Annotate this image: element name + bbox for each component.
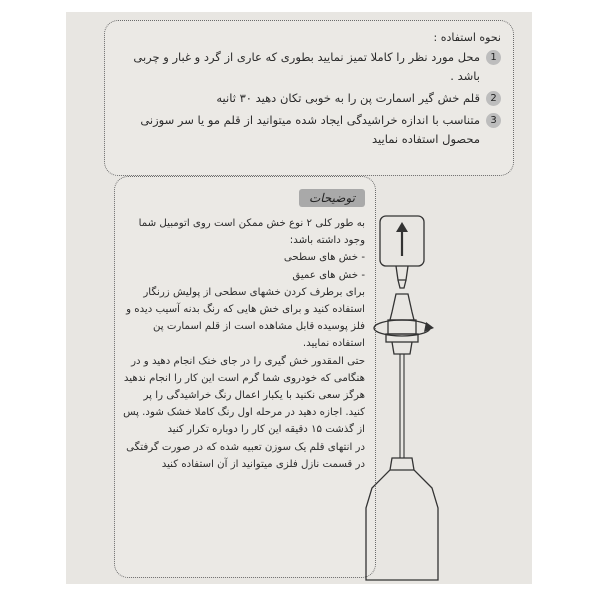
nozzle-collar-shape <box>388 320 416 334</box>
usage-step-3 <box>121 111 501 149</box>
step-text-1: محل مورد نظر را کاملا تمیز نمایید بطوری که عاری از گرد و غبار و چربی باشد . <box>133 50 480 83</box>
usage-title: نحوه استفاده : <box>433 31 501 44</box>
notes-paragraph: به طور کلی ۲ نوع خش ممکن است روی اتومبیل شما وجود داشته باشد: <box>138 218 365 247</box>
tip-end-shape <box>398 280 406 288</box>
notes-body <box>123 215 365 473</box>
notes-paragraph: حتی المقدور خش گیری را در جای خنک انجام دهید و در هنگامی که خودروی شما گرم است این کار را انجام ندهید <box>123 355 365 384</box>
bottle-body-shape <box>366 458 438 580</box>
usage-step-2 <box>121 89 501 108</box>
step-text-3: متناسب با اندازه خراشیدگی ایجاد شده میتوانید از قلم مو یا سر سوزنی محصول استفاده نمایید <box>140 113 480 146</box>
notes-paragraph: برای برطرف کردن خشهای سطحی از پولیش زرنگار استفاده کنید و برای خش هایی که رنگ بدنه آسیب دیده و فلز پوسیده قابل مشاهده است از قلم اسمارت پن استفاده نمایید. <box>126 286 365 350</box>
usage-box <box>104 20 514 176</box>
usage-step-1 <box>121 48 501 86</box>
notes-box <box>114 176 376 578</box>
nozzle-base-shape <box>392 342 412 354</box>
notes-paragraph: در انتهای قلم یک سوزن تعبیه شده که در صورت گرفتگی در قسمت نازل فلزی میتوانید از آن استفاده کنید <box>126 441 365 470</box>
notes-heading: توضیحات <box>299 189 365 207</box>
paint-pen-bottle-illustration <box>362 208 498 584</box>
up-arrow-head-icon <box>396 222 408 232</box>
instruction-card <box>66 12 532 584</box>
step-text-2: قلم خش گیر اسمارت پن را به خوبی تکان دهید ۳۰ ثانیه <box>216 91 480 105</box>
step-number-1: 1 <box>486 50 501 65</box>
step-number-3: 3 <box>486 113 501 128</box>
step-number-2: 2 <box>486 91 501 106</box>
brush-tip-shape <box>396 266 408 280</box>
notes-paragraph: هرگز سعی نکنید با یکبار اعمال رنگ خراشیدگی را پر کنید. اجازه دهید در مرحله اول رنگ کاملا خشک شود. پس از گذشت ۱۵ دقیقه این کار را دوباره تکرار کنید <box>123 390 365 436</box>
nozzle-shape <box>390 294 414 320</box>
notes-paragraph: - خش های عمیق <box>292 269 365 281</box>
notes-paragraph: - خش های سطحی <box>283 252 365 264</box>
